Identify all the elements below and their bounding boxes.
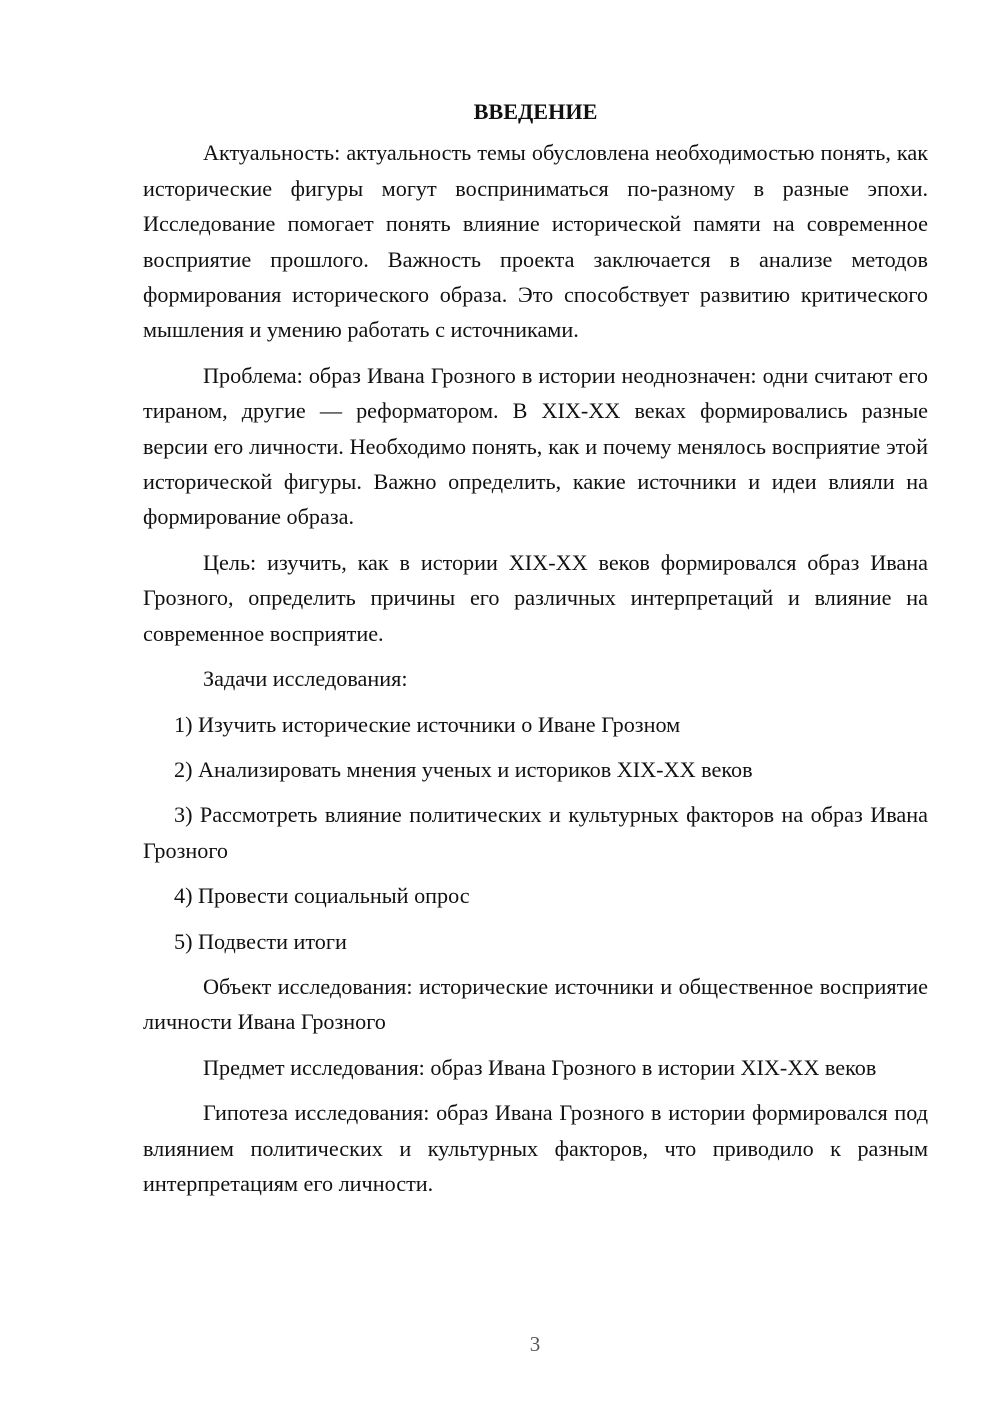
page-content <box>143 94 928 1211</box>
task-item-4: 4) Провести социальный опрос <box>174 883 470 909</box>
task-item-2: 2) Анализировать мнения ученых и историков XIX-XX веков <box>174 756 753 782</box>
task-item-1: 1) Изучить исторические источники о Иване Грозном <box>174 711 681 737</box>
task-item-3: 3) Рассмотреть влияние политических и культурных факторов на образ Ивана Грозного <box>143 802 928 863</box>
paragraph-hypothesis: Гипотеза исследования: образ Ивана Грозного в истории формировался под влиянием политических и культурных факторов, что приводило к разным интерпретациям его личности. <box>143 1100 928 1196</box>
page-number: 3 <box>529 1332 541 1356</box>
task-item-5: 5) Подвести итоги <box>174 928 347 954</box>
paragraph-relevance: Актуальность: актуальность темы обусловлена необходимостью понять, как исторические фигуры могут восприниматься по-разному в разные эпохи. Исследование помогает понять влияние исторической памяти на современное восприятие прошлого. Важность проекта заключается в анализе методов формирования исторического образа. Это способствует развитию критического мышления и умению работать с источниками. <box>143 140 928 343</box>
paragraph-subject: Предмет исследования: образ Ивана Грозного в истории XIX-XX веков <box>203 1054 877 1080</box>
paragraph-object: Объект исследования: исторические источники и общественное восприятие личности Ивана Грозного <box>143 973 928 1035</box>
section-title: ВВЕДЕНИЕ <box>473 99 598 124</box>
paragraph-problem: Проблема: образ Ивана Грозного в истории неоднозначен: одни считают его тираном, другие — реформатором. В XIX-XX веках формировались разные версии его личности. Необходимо понять, как и почему менялось восприятие этой исторической фигуры. Важно определить, какие источники и идеи влияли на формирование образа. <box>143 362 928 530</box>
tasks-heading: Задачи исследования: <box>203 666 408 692</box>
paragraph-goal: Цель: изучить, как в истории XIX-XX веков формировался образ Ивана Грозного, определить причины его различных интерпретаций и влияние на современное восприятие. <box>143 549 928 646</box>
